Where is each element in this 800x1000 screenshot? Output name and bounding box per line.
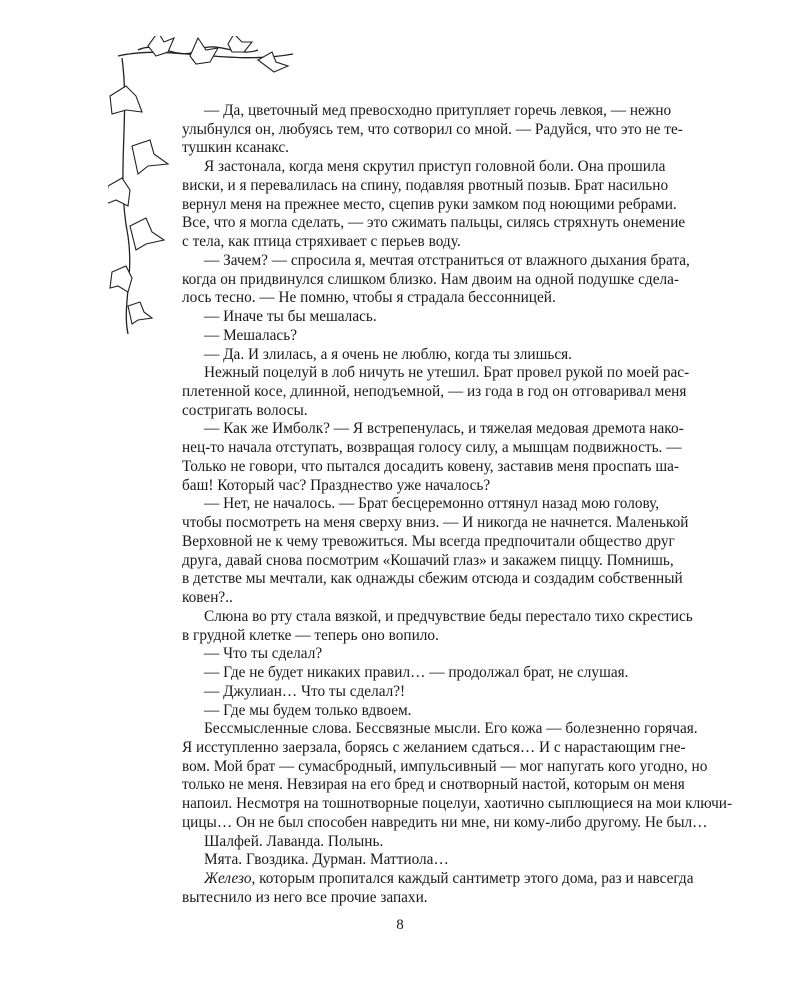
text-line: вом. Мой брат — сумасбродный, импульсивный — мог напугать кого угодно, но <box>182 757 708 775</box>
text-line: чтобы посмотреть на меня сверху вниз. — И никогда не начнется. Маленькой <box>182 514 689 532</box>
text-line: — Зачем? — спросила я, мечтая отстраниться от влажного дыхания брата, <box>204 251 690 269</box>
text-line: — Иначе ты бы мешалась. <box>204 308 377 326</box>
text-line: Только не говори, что пытался досадить ковену, заставив меня проспать ша- <box>182 457 680 475</box>
text-line: баш! Который час? Празднество уже началось? <box>182 476 491 494</box>
text-line <box>182 870 694 889</box>
text-line: — Что ты сделал? <box>204 645 323 663</box>
text-line: — Как же Имболк? — Я встрепенулась, и тяжелая медовая дремота нако- <box>204 420 684 438</box>
text-line: напоил. Несмотря на тошнотворные поцелуи, хаотично сыплющиеся на мои ключи- <box>182 795 733 813</box>
text-line: Верховной не к чему тревожиться. Мы всегда предпочитали общество друг <box>182 532 675 550</box>
text-line: в детстве мы мечтали, как однажды сбежим отсюда и создадим собственный <box>182 570 683 588</box>
text-line: Шалфей. Лаванда. Полынь. <box>204 832 384 850</box>
text-line: плетенной косе, длинной, неподъемной, — из года в год он отговаривал меня <box>182 383 687 401</box>
text-line: Мята. Гвоздика. Дурман. Маттиола… <box>204 851 449 869</box>
text-line: вытеснило из него все прочие запахи. <box>182 888 428 906</box>
text-line: Слюна во рту стала вязкой, и предчувствие беды перестало тихо скрестись <box>204 607 693 625</box>
text-line: ковен?.. <box>182 589 233 607</box>
text-line: в грудной клетке — теперь оно вопило. <box>182 626 439 644</box>
text-span: , которым пропитался каждый сантиметр этого дома, раз и навсегда <box>251 870 694 888</box>
body-text <box>182 102 733 908</box>
text-line: — Где не будет никаких правил… — продолжал брат, не слушая. <box>204 664 629 682</box>
text-line: только не меня. Невзирая на его бред и снотворный настой, которым он меня <box>182 776 685 794</box>
text-line: — Где мы будем только вдвоем. <box>204 701 412 719</box>
text-line: — Мешалась? <box>204 326 297 344</box>
text-line: лось тесно. — Не помню, чтобы я страдала бессонницей. <box>182 289 556 307</box>
text-line: улыбнулся он, любуясь тем, что сотворил со мной. — Радуйся, что это не те- <box>182 120 683 138</box>
text-line: Нежный поцелуй в лоб ничуть не утешил. Брат провел рукой по моей рас- <box>204 364 690 382</box>
italic-word: Железо <box>204 870 252 888</box>
text-line: нец-то начала отступать, возвращая голосу силу, а мышцам подвижность. — <box>182 439 682 457</box>
text-line: друга, давай снова посмотрим «Кошачий глаз» и закажем пиццу. Помнишь, <box>182 551 674 569</box>
text-line: тушкин ксанакс. <box>182 139 289 157</box>
text-line: когда он придвинулся слишком близко. Нам двоим на одной подушке сдела- <box>182 270 680 288</box>
text-line: Я исступленно заерзала, борясь с желанием сдаться… И с нарастающим гне- <box>182 738 686 756</box>
text-line: — Нет, не началось. — Брат бесцеремонно оттянул назад мою голову, <box>204 495 660 513</box>
text-line: — Да. И злилась, а я очень не люблю, когда ты злишься. <box>204 345 572 363</box>
text-line: — Да, цветочный мед превосходно притупляет горечь левкоя, — нежно <box>204 102 672 119</box>
text-line: Бессмысленные слова. Бессвязные мысли. Его кожа — болезненно горячая. <box>204 720 698 738</box>
text-line: с тела, как птица стряхивает с перьев воду. <box>182 233 461 251</box>
page-number: 8 <box>396 917 404 933</box>
text-line: состригать волосы. <box>182 401 308 419</box>
text-line: вернул меня на прежнее место, сцепив руки замком под ноющими ребрами. <box>182 195 677 213</box>
text-line: цицы… Он не был способен навредить ни мне, ни кому-либо другому. Не был… <box>182 813 708 831</box>
text-line: виски, и я перевалилась на спину, подавляя рвотный позыв. Брат насильно <box>182 176 669 194</box>
text-line: Все, что я могла сделать, — это сжимать пальцы, силясь стряхнуть онемение <box>182 214 686 232</box>
text-line: Я застонала, когда меня скрутил приступ головной боли. Она прошила <box>204 158 666 176</box>
text-line: — Джулиан… Что ты сделал?! <box>204 682 406 700</box>
